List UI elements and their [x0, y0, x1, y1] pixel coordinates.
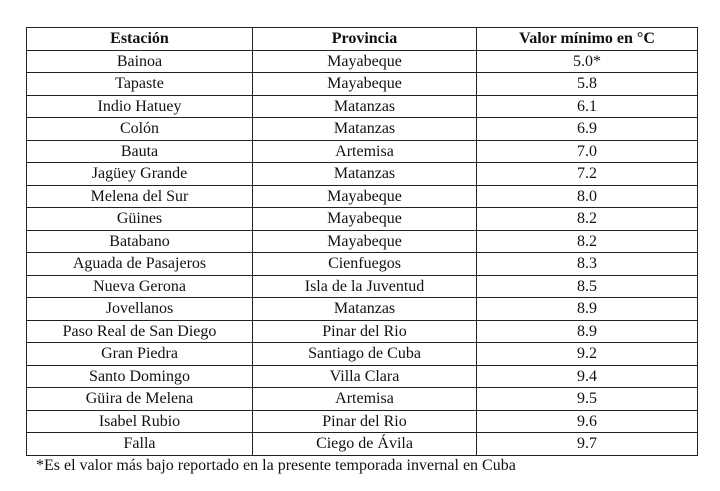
cell-valor: 6.9: [477, 118, 698, 141]
cell-estacion: Nueva Gerona: [27, 275, 253, 298]
cell-estacion: Bauta: [27, 140, 253, 163]
table-row: [27, 163, 698, 186]
cell-estacion: Jovellanos: [27, 298, 253, 321]
cell-provincia: Santiago de Cuba: [253, 343, 477, 366]
table-row: [27, 50, 698, 73]
table-row: [27, 320, 698, 343]
cell-estacion: Güira de Melena: [27, 388, 253, 411]
table-row: [27, 140, 698, 163]
table-row: [27, 388, 698, 411]
table-row: [27, 410, 698, 433]
cell-provincia: Mayabeque: [253, 50, 477, 73]
table-row: [27, 433, 698, 456]
header-valor-minimo: Valor mínimo en °C: [477, 28, 698, 51]
cell-provincia: Matanzas: [253, 163, 477, 186]
cell-provincia: Pinar del Rio: [253, 410, 477, 433]
cell-valor: 9.5: [477, 388, 698, 411]
table-body: [27, 50, 698, 455]
temperature-table: [26, 27, 698, 456]
table-row: [27, 208, 698, 231]
cell-valor: 8.3: [477, 253, 698, 276]
cell-provincia: Matanzas: [253, 95, 477, 118]
table-header-row: [27, 28, 698, 51]
cell-estacion: Tapaste: [27, 73, 253, 96]
cell-valor: 9.2: [477, 343, 698, 366]
cell-provincia: Ciego de Ávila: [253, 433, 477, 456]
cell-provincia: Cienfuegos: [253, 253, 477, 276]
cell-estacion: Falla: [27, 433, 253, 456]
cell-provincia: Mayabeque: [253, 230, 477, 253]
cell-valor: 8.9: [477, 320, 698, 343]
footnote: *Es el valor más bajo reportado en la presente temporada invernal en Cuba: [36, 457, 516, 474]
table-row: [27, 343, 698, 366]
cell-estacion: Santo Domingo: [27, 365, 253, 388]
cell-estacion: Gran Piedra: [27, 343, 253, 366]
cell-estacion: Paso Real de San Diego: [27, 320, 253, 343]
cell-valor: 6.1: [477, 95, 698, 118]
table-row: [27, 365, 698, 388]
cell-valor: 8.5: [477, 275, 698, 298]
cell-provincia: Isla de la Juventud: [253, 275, 477, 298]
cell-valor: 7.0: [477, 140, 698, 163]
cell-estacion: Melena del Sur: [27, 185, 253, 208]
table-row: [27, 230, 698, 253]
cell-provincia: Matanzas: [253, 118, 477, 141]
cell-estacion: Bainoa: [27, 50, 253, 73]
cell-provincia: Mayabeque: [253, 73, 477, 96]
table-row: [27, 185, 698, 208]
cell-valor: 8.2: [477, 230, 698, 253]
cell-provincia: Pinar del Rio: [253, 320, 477, 343]
cell-estacion: Colón: [27, 118, 253, 141]
table-row: [27, 95, 698, 118]
cell-valor: 8.2: [477, 208, 698, 231]
cell-valor: 9.4: [477, 365, 698, 388]
table-row: [27, 73, 698, 96]
cell-valor: 9.6: [477, 410, 698, 433]
cell-provincia: Mayabeque: [253, 185, 477, 208]
cell-provincia: Artemisa: [253, 388, 477, 411]
cell-valor: 8.0: [477, 185, 698, 208]
header-estacion: Estación: [27, 28, 253, 51]
cell-estacion: Indio Hatuey: [27, 95, 253, 118]
table-row: [27, 253, 698, 276]
table-row: [27, 275, 698, 298]
cell-provincia: Artemisa: [253, 140, 477, 163]
cell-provincia: Villa Clara: [253, 365, 477, 388]
cell-estacion: Batabano: [27, 230, 253, 253]
cell-valor: 8.9: [477, 298, 698, 321]
table-row: [27, 298, 698, 321]
cell-valor: 7.2: [477, 163, 698, 186]
cell-provincia: Matanzas: [253, 298, 477, 321]
cell-estacion: Jagüey Grande: [27, 163, 253, 186]
cell-estacion: Isabel Rubio: [27, 410, 253, 433]
cell-estacion: Aguada de Pasajeros: [27, 253, 253, 276]
header-provincia: Provincia: [253, 28, 477, 51]
cell-valor: 9.7: [477, 433, 698, 456]
table-row: [27, 118, 698, 141]
cell-provincia: Mayabeque: [253, 208, 477, 231]
cell-valor: 5.8: [477, 73, 698, 96]
cell-estacion: Güines: [27, 208, 253, 231]
cell-valor: 5.0*: [477, 50, 698, 73]
